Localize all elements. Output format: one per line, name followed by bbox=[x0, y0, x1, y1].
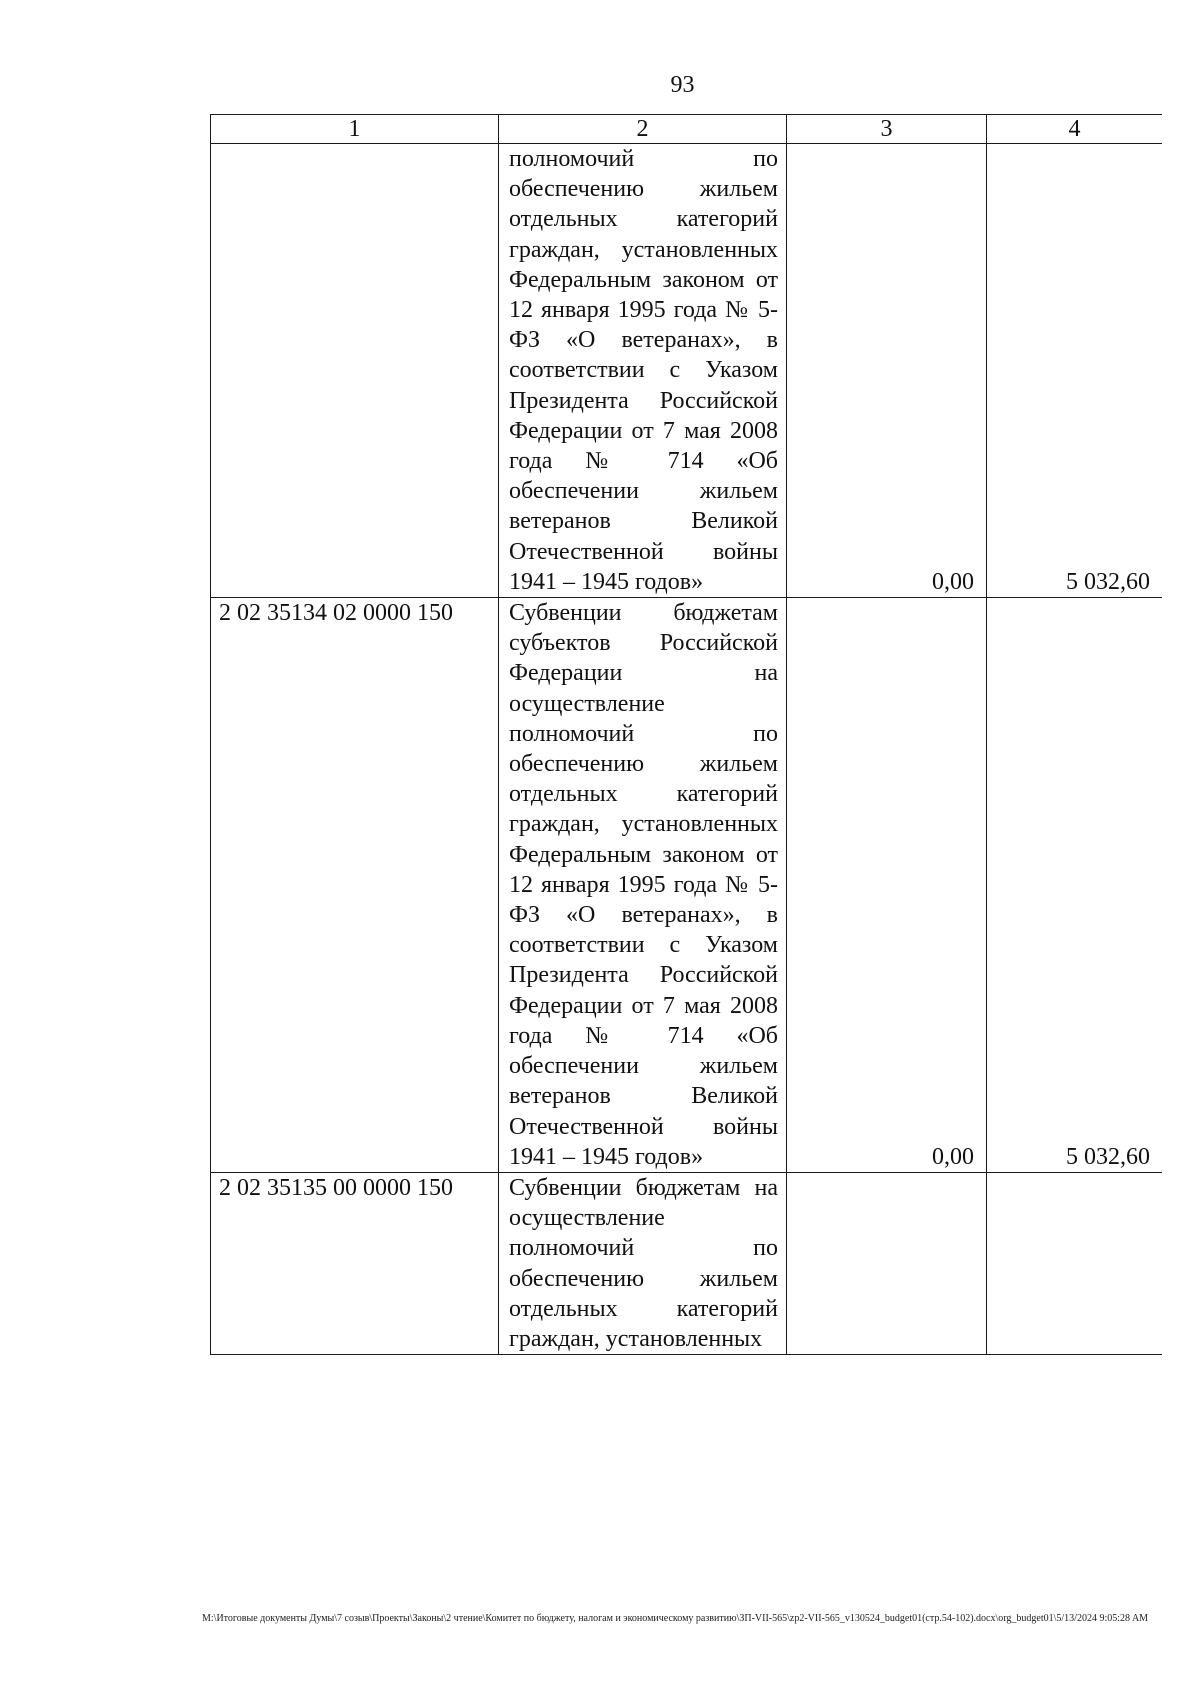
row-value-col4: 5 032,60 bbox=[987, 144, 1163, 598]
header-col-3: 3 bbox=[787, 115, 987, 144]
row-value-col4 bbox=[987, 1172, 1163, 1354]
document-path-footer: M:\Итоговые документы Думы\7 созыв\Проекты\Законы\2 чтение\Комитет по бюджету, налогам и экономическому развитию\ЗП-VII-565\zp2-VII-565_v130524_budget01(стр.54-102).docx\org_budget01\5/13/2024 9:05:28 AM bbox=[202, 1613, 1149, 1624]
row-description: Субвенции бюджетам на осуществление полномочий по обеспечению жильем отдельных категорий граждан, установленных bbox=[499, 1172, 787, 1354]
row-code bbox=[211, 144, 499, 598]
header-row bbox=[211, 115, 1163, 144]
header-col-2: 2 bbox=[499, 115, 787, 144]
header-col-1: 1 bbox=[211, 115, 499, 144]
budget-table-container bbox=[210, 114, 1162, 1576]
table-row bbox=[211, 1172, 1163, 1354]
row-value-col4: 5 032,60 bbox=[987, 598, 1163, 1173]
table-row bbox=[211, 598, 1163, 1173]
row-description: полномочий по обеспечению жильем отдельных категорий граждан, установленных Федеральным законом от 12 января 1995 года № 5-ФЗ «О ветеранах», в соответствии с Указом Президента Российской Федерации от 7 мая 2008 года № 714 «Об обеспечении жильем ветеранов Великой Отечественной войны 1941 – 1945 годов» bbox=[499, 144, 787, 598]
row-value-col3: 0,00 bbox=[787, 598, 987, 1173]
row-value-col3 bbox=[787, 1172, 987, 1354]
row-value-col3: 0,00 bbox=[787, 144, 987, 598]
row-description: Субвенции бюджетам субъектов Российской Федерации на осуществление полномочий по обеспечению жильем отдельных категорий граждан, установленных Федеральным законом от 12 января 1995 года № 5-ФЗ «О ветеранах», в соответствии с Указом Президента Российской Федерации от 7 мая 2008 года № 714 «Об обеспечении жильем ветеранов Великой Отечественной войны 1941 – 1945 годов» bbox=[499, 598, 787, 1173]
budget-table bbox=[210, 114, 1162, 1355]
row-code: 2 02 35134 02 0000 150 bbox=[211, 598, 499, 1173]
page-number: 93 bbox=[670, 72, 695, 98]
table-row bbox=[211, 144, 1163, 598]
row-code: 2 02 35135 00 0000 150 bbox=[211, 1172, 499, 1354]
header-col-4: 4 bbox=[987, 115, 1163, 144]
